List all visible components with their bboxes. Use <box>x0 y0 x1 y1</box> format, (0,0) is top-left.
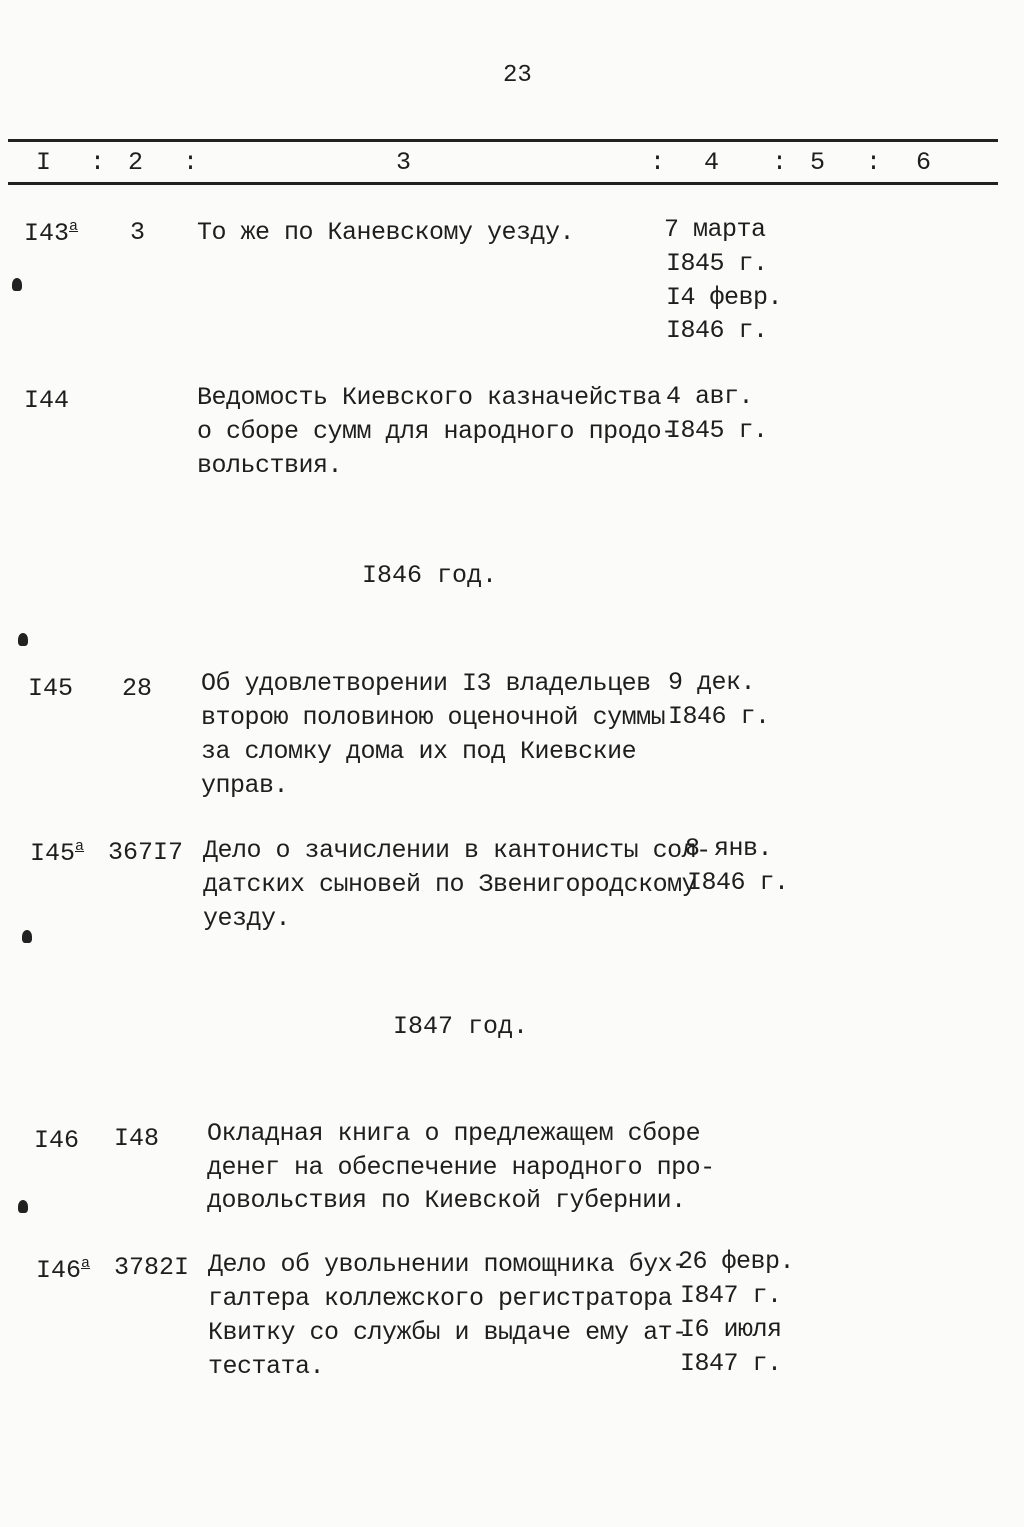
entry-title-line: тестата. <box>208 1352 325 1381</box>
entry-sheets: I48 <box>114 1124 160 1153</box>
column-header-1: I <box>36 148 52 177</box>
entry-date-line: I847 г. <box>680 1349 782 1378</box>
column-header-4: 4 <box>704 148 720 177</box>
year-heading: I847 год. <box>393 1012 529 1041</box>
entry-number: I46$^a$ <box>36 1255 91 1285</box>
entry-title-line: То же по Каневскому уезду. <box>197 218 575 247</box>
entry-title-line: Об удовлетворении I3 владельцев <box>201 669 651 698</box>
entry-title-line: о сборе сумм для народного продо- <box>197 417 676 446</box>
table-top-rule <box>8 139 998 142</box>
entry-date-line: I845 г. <box>666 249 768 278</box>
entry-number: I44 <box>24 386 70 415</box>
entry-date-line: I846 г. <box>668 702 770 731</box>
year-heading: I846 год. <box>362 561 498 590</box>
margin-mark <box>18 633 28 646</box>
entry-number: I45 <box>28 674 74 703</box>
entry-date-line: I846 г. <box>666 316 768 345</box>
column-separator: : <box>90 148 106 177</box>
entry-title-line: Ведомость Киевского казначейства <box>197 383 662 412</box>
entry-date-line: 8 янв. <box>685 834 773 863</box>
entry-date-line: I846 г. <box>687 868 789 897</box>
entry-number: I45$^a$ <box>30 838 85 868</box>
entry-title-line: управ. <box>201 771 289 800</box>
entry-sheets: 3 <box>130 218 146 247</box>
entry-date-line: I4 февр. <box>666 283 783 312</box>
table-bottom-rule <box>8 182 998 185</box>
entry-title-line: датских сыновей по Звенигородскому <box>203 870 697 899</box>
entry-date-line: I847 г. <box>680 1281 782 1310</box>
entry-sheets: 28 <box>122 674 153 703</box>
entry-number: I43$^a$ <box>24 218 79 248</box>
entry-title-line: за сломку дома их под Киевские <box>201 737 637 766</box>
page-number: 23 <box>503 62 532 89</box>
column-separator: : <box>772 148 788 177</box>
column-separator: : <box>650 148 666 177</box>
entry-title-line: галтера коллежского регистратора <box>208 1284 673 1313</box>
margin-mark <box>18 1200 28 1213</box>
column-header-6: 6 <box>916 148 932 177</box>
entry-title-line: Дело о зачислении в кантонисты сол- <box>203 836 711 865</box>
column-header-2: 2 <box>128 148 144 177</box>
entry-date-line: I845 г. <box>666 416 768 445</box>
entry-date-line: 26 февр. <box>678 1247 795 1276</box>
entry-date-line: 4 авг. <box>666 382 754 411</box>
entry-sheets: 367I7 <box>108 838 184 867</box>
entry-title-line: уезду. <box>203 904 291 933</box>
margin-mark <box>22 930 32 943</box>
entry-title-line: второю половиною оценочной суммы <box>201 703 666 732</box>
entry-date-line: I6 июля <box>680 1315 782 1344</box>
column-separator: : <box>866 148 882 177</box>
entry-title-line: Квитку со службы и выдаче ему ат- <box>208 1318 687 1347</box>
entry-number: I46 <box>34 1126 80 1155</box>
column-separator: : <box>183 148 199 177</box>
entry-title-line: вольствия. <box>197 451 343 480</box>
entry-sheets: 3782I <box>114 1253 190 1282</box>
column-header-3: 3 <box>396 148 412 177</box>
entry-date-line: 7 марта <box>664 215 766 244</box>
margin-mark <box>12 278 22 291</box>
column-header-5: 5 <box>810 148 826 177</box>
entry-title-line: Дело об увольнении помощника бух- <box>208 1250 687 1279</box>
entry-title-line: Окладная книга о предлежащем сборе <box>207 1119 701 1148</box>
entry-title-line: довольствия по Киевской губернии. <box>207 1186 686 1215</box>
entry-date-line: 9 дек. <box>668 668 756 697</box>
entry-title-line: денег на обеспечение народного про- <box>207 1153 715 1182</box>
